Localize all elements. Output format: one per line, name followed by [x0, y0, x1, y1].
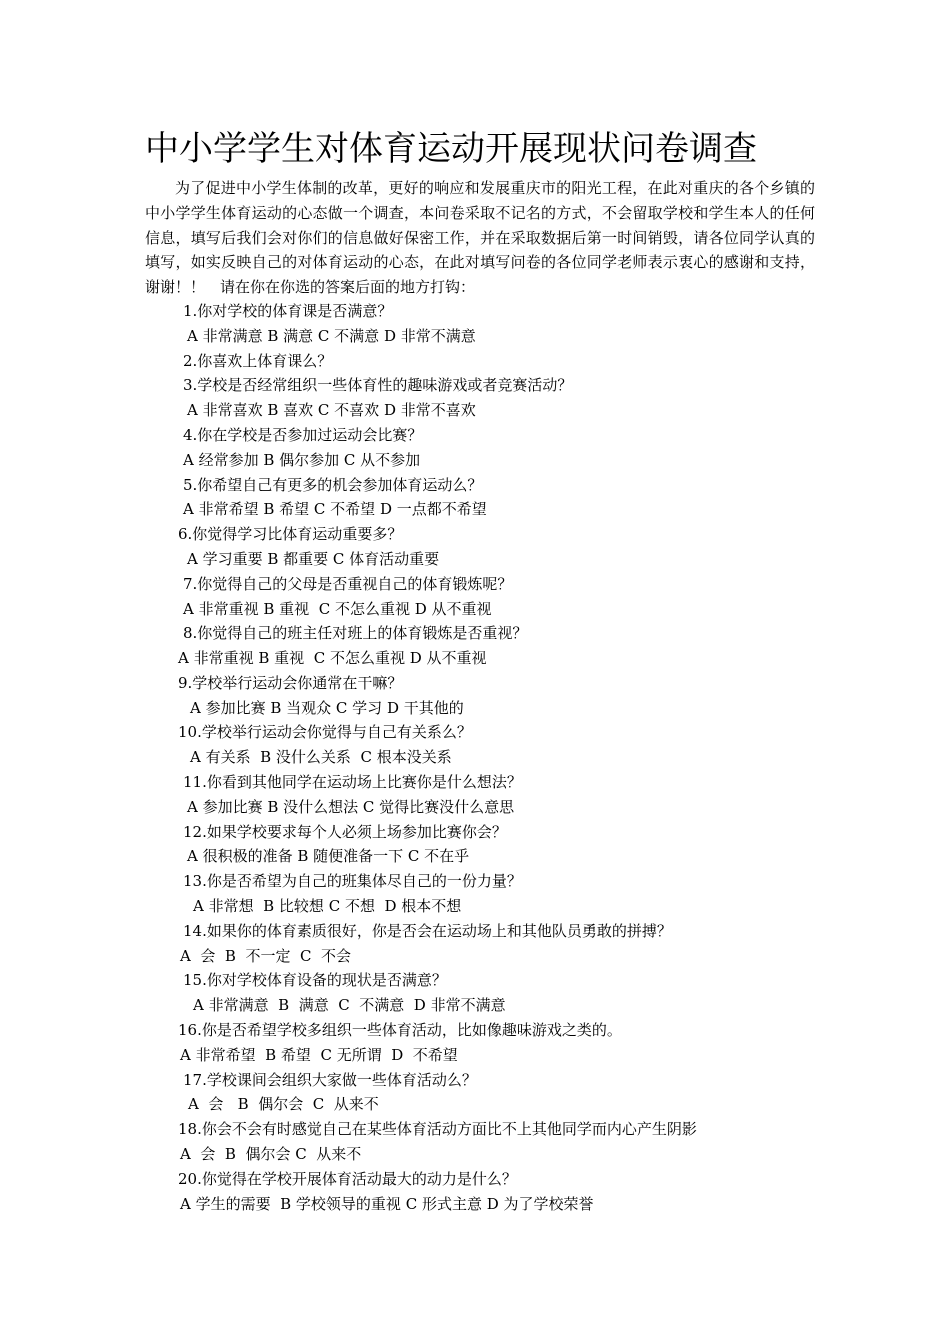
question-18: 18.你会不会有时感觉自己在某些体育活动方面比不上其他同学而内心产生阴影 — [178, 1120, 697, 1138]
options-20: A 学生的需要 B 学校领导的重视 C 形式主意 D 为了学校荣誉 — [180, 1195, 594, 1213]
question-2: 2.你喜欢上体育课么？ — [183, 352, 333, 370]
options-17: A 会 B 偶尔会 C 从来不 — [188, 1095, 379, 1113]
question-15: 15.你对学校体育设备的现状是否满意？ — [183, 971, 447, 989]
question-14: 14.如果你的体育素质很好，你是否会在运动场上和其他队员勇敢的拼搏？ — [183, 922, 672, 940]
question-3: 3.学校是否经常组织一些体育性的趣味游戏或者竞赛活动？ — [183, 376, 573, 394]
question-12: 12.如果学校要求每个人必须上场参加比赛你会？ — [183, 823, 507, 841]
question-4: 4.你在学校是否参加过运动会比赛？ — [183, 426, 423, 444]
options-4: A 经常参加 B 偶尔参加 C 从不参加 — [183, 451, 421, 469]
question-10: 10.学校举行运动会你觉得与自己有关系么？ — [178, 723, 472, 741]
options-12: A 很积极的准备 B 随便准备一下 C 不在乎 — [187, 847, 470, 865]
question-9: 9.学校举行运动会你通常在干嘛？ — [178, 674, 403, 692]
question-20: 20.你觉得在学校开展体育活动最大的动力是什么？ — [178, 1170, 517, 1188]
options-16: A 非常希望 B 希望 C 无所谓 D 不希望 — [180, 1046, 458, 1064]
question-7: 7.你觉得自己的父母是否重视自己的体育锻炼呢？ — [183, 575, 513, 593]
document-title: 中小学学生对体育运动开展现状问卷调查 — [145, 129, 757, 169]
options-5: A 非常希望 B 希望 C 不希望 D 一点都不希望 — [183, 500, 487, 518]
options-6: A 学习重要 B 都重要 C 体育活动重要 — [187, 550, 440, 568]
options-13: A 非常想 B 比较想 C 不想 D 根本不想 — [193, 897, 462, 915]
options-8: A 非常重视 B 重视 C 不怎么重视 D 从不重视 — [178, 649, 487, 667]
question-1: 1.你对学校的体育课是否满意？ — [183, 302, 393, 320]
options-18: A 会 B 偶尔会 C 从来不 — [180, 1145, 362, 1163]
options-1: A 非常满意 B 满意 C 不满意 D 非常不满意 — [187, 327, 476, 345]
question-5: 5.你希望自己有更多的机会参加体育运动么？ — [183, 476, 483, 494]
options-7: A 非常重视 B 重视 C 不怎么重视 D 从不重视 — [183, 600, 492, 618]
options-3: A 非常喜欢 B 喜欢 C 不喜欢 D 非常不喜欢 — [187, 401, 476, 419]
options-9: A 参加比赛 B 当观众 C 学习 D 干其他的 — [190, 699, 464, 717]
question-8: 8.你觉得自己的班主任对班上的体育锻炼是否重视？ — [183, 624, 528, 642]
question-16: 16.你是否希望学校多组织一些体育活动，比如像趣味游戏之类的。 — [178, 1021, 622, 1039]
question-13: 13.你是否希望为自己的班集体尽自己的一份力量？ — [183, 872, 522, 890]
options-11: A 参加比赛 B 没什么想法 C 觉得比赛没什么意思 — [187, 798, 515, 816]
question-11: 11.你看到其他同学在运动场上比赛你是什么想法？ — [183, 773, 522, 791]
options-14: A 会 B 不一定 C 不会 — [180, 947, 352, 965]
options-10: A 有关系 B 没什么关系 C 根本没关系 — [190, 748, 452, 766]
question-17: 17.学校课间会组织大家做一些体育活动么？ — [183, 1071, 477, 1089]
question-6: 6.你觉得学习比体育运动重要多？ — [178, 525, 403, 543]
intro-paragraph: 为了促进中小学生体制的改革，更好的响应和发展重庆市的阳光工程，在此对重庆的各个乡镇的中小学学生体育运动的心态做一个调查，本问卷采取不记名的方式，不会留取学校和学生本人的任何信息，填写后我们会对你们的信息做好保密工作，并在采取数据后第一时间销毁，请各位同学认真的填写，如实反映自己的对体育运动的心态，在此对填写问卷的各位同学老师表示衷心的感谢和支持，谢谢！！ 请在你在你选的答案后面的地方打钩： — [145, 179, 815, 297]
options-15: A 非常满意 B 满意 C 不满意 D 非常不满意 — [193, 996, 506, 1014]
